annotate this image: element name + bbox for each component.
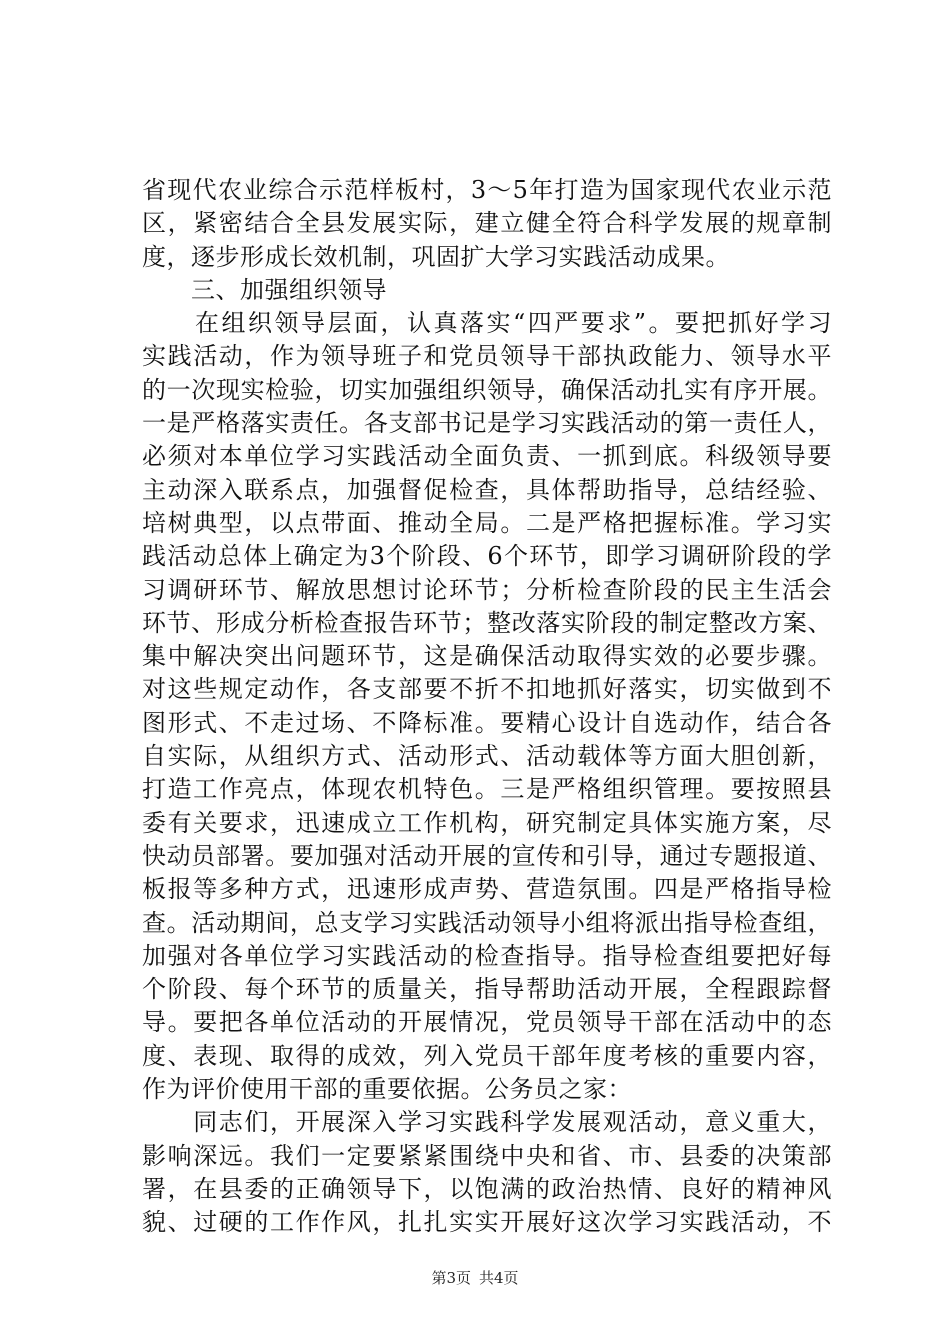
text-line: 导。要把各单位活动的开展情况，党员领导干部在活动中的态 <box>142 1008 832 1037</box>
text-line: 度，逐步形成长效机制，巩固扩大学习实践活动成果。 <box>142 242 730 271</box>
text-line: 在组织领导层面，认真落实“四严要求”。要把抓好学习 <box>142 309 832 338</box>
text-line: 一是严格落实责任。各支部书记是学习实践活动的第一责任人， <box>142 409 832 438</box>
page-number: 第3页 <box>431 1269 471 1287</box>
text-line: 对这些规定动作，各支部要不折不扣地抓好落实，切实做到不 <box>142 675 832 704</box>
body-text <box>142 174 832 1240</box>
text-line: 加强对各单位学习实践活动的检查指导。指导检查组要把好每 <box>142 941 832 970</box>
text-line: 个阶段、每个环节的质量关，指导帮助活动开展，全程跟踪督 <box>142 975 832 1004</box>
text-line: 打造工作亮点，体现农机特色。三是严格组织管理。要按照县 <box>142 775 832 804</box>
text-line: 培树典型，以点带面、推动全局。二是严格把握标准。学习实 <box>142 508 832 537</box>
text-line: 板报等多种方式，迅速形成声势、营造氛围。四是严格指导检 <box>142 875 832 904</box>
text-line: 主动深入联系点，加强督促检查，具体帮助指导，总结经验、 <box>142 475 832 504</box>
text-line: 度、表现、取得的成效，列入党员干部年度考核的重要内容， <box>142 1041 832 1070</box>
section-heading: 三、加强组织领导 <box>142 275 387 304</box>
text-line: 委有关要求，迅速成立工作机构，研究制定具体实施方案，尽 <box>142 808 832 837</box>
text-line: 影响深远。我们一定要紧紧围绕中央和省、市、县委的决策部 <box>142 1141 832 1170</box>
text-line: 自实际，从组织方式、活动形式、活动载体等方面大胆创新， <box>142 742 832 771</box>
text-line: 环节、形成分析检查报告环节；整改落实阶段的制定整改方案、 <box>142 608 832 637</box>
text-line: 署，在县委的正确领导下，以饱满的政治热情、良好的精神风 <box>142 1174 832 1203</box>
text-line: 实践活动，作为领导班子和党员领导干部执政能力、领导水平 <box>142 342 832 371</box>
text-line: 貌、过硬的工作作风，扎扎实实开展好这次学习实践活动，不 <box>142 1208 832 1237</box>
text-line: 作为评价使用干部的重要依据。公务员之家： <box>142 1075 632 1104</box>
text-line: 区，紧密结合全县发展实际，建立健全符合科学发展的规章制 <box>142 209 832 238</box>
text-line: 的一次现实检验，切实加强组织领导，确保活动扎实有序开展。 <box>142 375 832 404</box>
text-line: 图形式、不走过场、不降标准。要精心设计自选动作，结合各 <box>142 708 832 737</box>
page-total: 共4页 <box>479 1269 519 1287</box>
text-line: 快动员部署。要加强对活动开展的宣传和引导，通过专题报道、 <box>142 841 832 870</box>
text-line: 同志们，开展深入学习实践科学发展观活动，意义重大， <box>142 1108 832 1137</box>
text-line: 查。活动期间，总支学习实践活动领导小组将派出指导检查组， <box>142 908 832 937</box>
page-footer <box>0 1268 950 1288</box>
text-line: 必须对本单位学习实践活动全面负责、一抓到底。科级领导要 <box>142 442 832 471</box>
text-line: 践活动总体上确定为3个阶段、6个环节，即学习调研阶段的学 <box>142 542 832 571</box>
text-line: 集中解决突出问题环节，这是确保活动取得实效的必要步骤。 <box>142 642 832 671</box>
text-line: 省现代农业综合示范样板村，3～5年打造为国家现代农业示范 <box>142 176 832 204</box>
text-line: 习调研环节、解放思想讨论环节；分析检查阶段的民主生活会 <box>142 575 832 604</box>
